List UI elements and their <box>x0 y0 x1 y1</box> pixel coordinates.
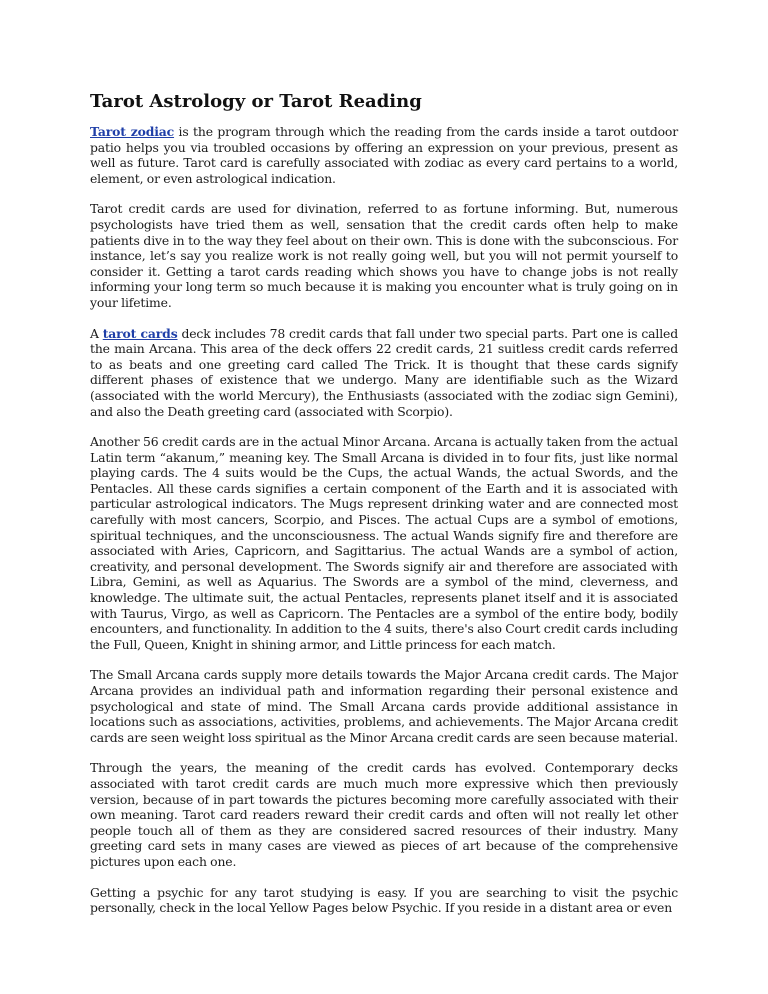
paragraph-5 <box>90 667 678 745</box>
paragraph-6 <box>90 760 678 869</box>
paragraph-1-text: is the program through which the reading from the cards inside a tarot outdoor patio helps you via troubled occasions by offering an expression on your previous, present as well as future. Tarot card is carefully associated with zodiac as every card pertains to a world, element, or even astrological indication. <box>90 124 678 186</box>
paragraph-2-text: Tarot credit cards are used for divination, referred to as fortune informing. But, numerous psychologists have tried them as well, sensation that the credit cards often help to make patients dive in to the way they feel about on their own. This is done with the subconscious. For instance, let’s say you realize work is not really going well, but you will not permit yourself to consider it. Getting a tarot cards reading which shows you have to change jobs is not really informing your long term so much because it is making you encounter what is truly going on in your lifetime. <box>90 201 678 310</box>
page-title: Tarot Astrology or Tarot Reading <box>90 91 422 112</box>
paragraph-5-text: The Small Arcana cards supply more details towards the Major Arcana credit cards. The Major Arcana provides an individual path and information regarding their personal existence and psychological and state of mind. The Small Arcana cards provide additional assistance in locations such as associations, activities, problems, and achievements. The Major Arcana credit cards are seen weight loss spiritual as the Minor Arcana credit cards are seen because material. <box>90 667 679 745</box>
document-page <box>90 90 678 931</box>
tarot-zodiac-link[interactable]: Tarot zodiac <box>90 124 175 139</box>
tarot-cards-link[interactable]: tarot cards <box>102 325 178 341</box>
paragraph-4-text: Another 56 credit cards are in the actual Minor Arcana. Arcana is actually taken from the actual Latin term “akanum,” meaning key. The Small Arcana is divided in to four fits, just like normal playing cards. The 4 suits would be the Cups, the actual Wands, the actual Swords, and the Pentacles. All these cards signifies a certain component of the Earth and it is associated with particular astrological indicators. The Mugs represent drinking water and are connected most carefully with most cancers, Scorpio, and Pisces. The actual Cups are a symbol of emotions, spiritual techniques, and the unconsciousness. The actual Wands signify fire and therefore are associated with Aries, Capricorn, and Sagittarius. The actual Wands are a symbol of action, creativity, and personal development. The Swords signify air and therefore are associated with Libra, Gemini, as well as Aquarius. The Swords are a symbol of the mind, cleverness, and knowledge. The ultimate suit, the actual Pentacles, represents planet itself and it is associated with Taurus, Virgo, as well as Capricorn. The Pentacles are a symbol of the entire body, bodily encounters, and functionality. In addition to the 4 suits, there's also Court credit cards including the Full, Queen, Knight in shining armor, and Little princess for each match. <box>90 434 678 652</box>
paragraph-3 <box>90 326 678 420</box>
paragraph-6-text: Through the years, the meaning of the credit cards has evolved. Contemporary decks associated with tarot credit cards are much much more expressive which then previously version, because of in part towards the pictures becoming more carefully associated with their own meaning. Tarot card readers reward their credit cards and often will not really let other people touch all of them as they are considered sacred resources of their industry. Many greeting card sets in many cases are viewed as pieces of art because of the comprehensive pictures upon each one. <box>90 760 678 869</box>
paragraph-3-text: deck includes 78 credit cards that fall under two special parts. Part one is called the main Arcana. This area of the deck offers 22 credit cards, 21 suitless credit cards referred to as beats and one greeting card called The Trick. It is thought that these cards signify different phases of existence that we undergo. Many are identifiable such as the Wizard (associated with the world Mercury), the Enthusiasts (associated with the zodiac sign Gemini), and also the Death greeting card (associated with Scorpio). <box>90 325 678 419</box>
paragraph-4 <box>90 434 678 652</box>
paragraph-1 <box>90 124 678 186</box>
paragraph-7 <box>90 885 678 916</box>
paragraph-2 <box>90 201 678 310</box>
paragraph-7-text: Getting a psychic for any tarot studying is easy. If you are searching to visit the psychic personally, check in the local Yellow Pages below Psychic. If you reside in a distant area or even <box>90 884 678 916</box>
paragraph-3-prefix: A <box>90 325 103 341</box>
